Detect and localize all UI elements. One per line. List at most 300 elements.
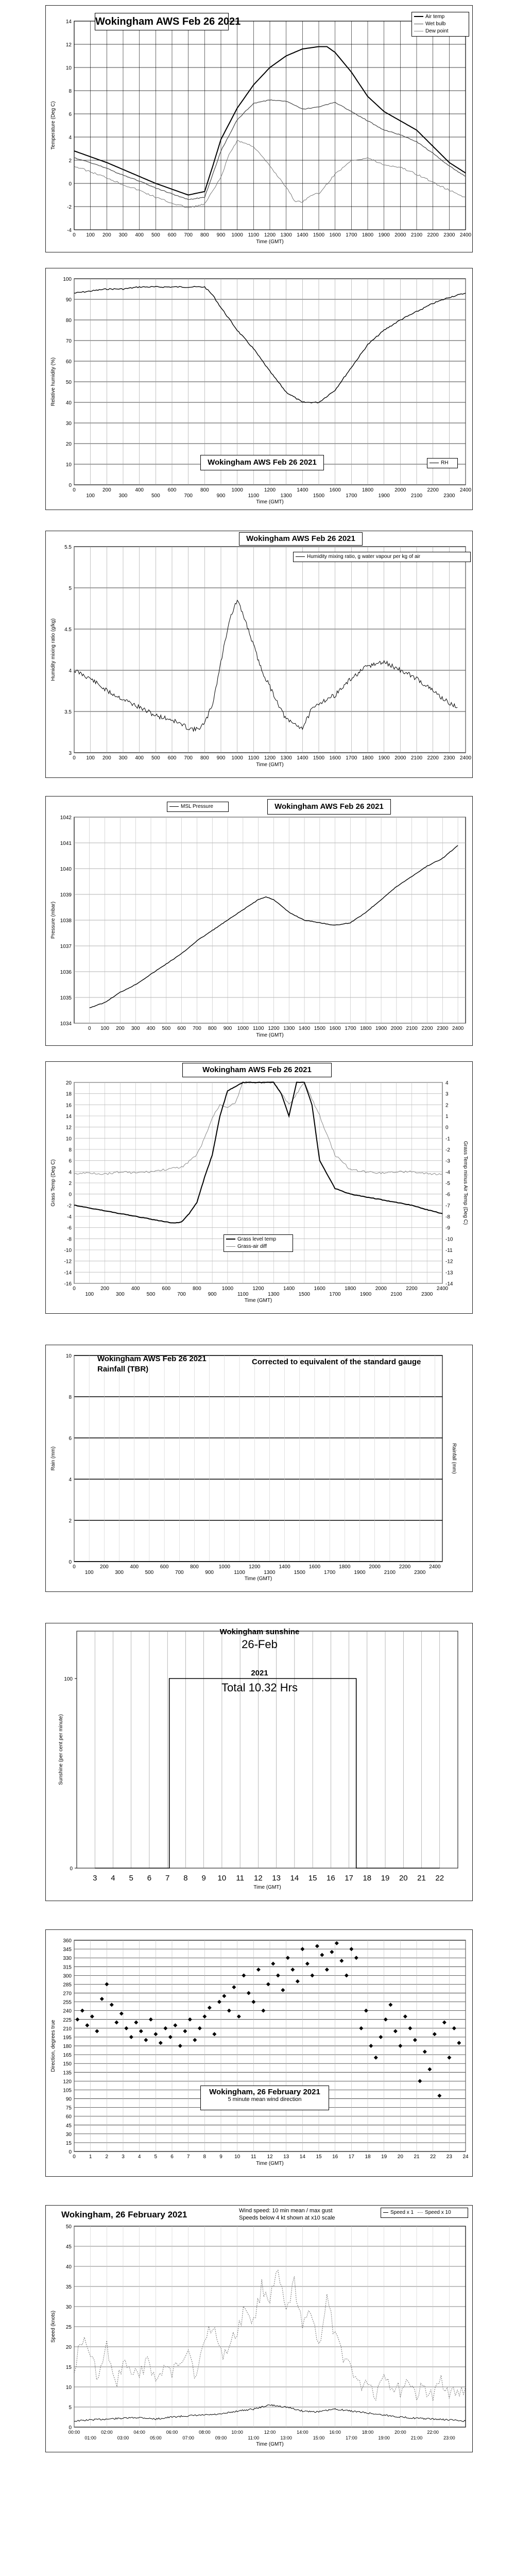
y-right-tick-label: -10 (445, 1236, 453, 1243)
x-tick-label: 0 (88, 1026, 91, 1031)
mixing-ratio-chart-title: Wokingham AWS Feb 26 2021 (239, 532, 363, 546)
x-tick-label: 400 (146, 1026, 156, 1031)
x-tick-label: 2400 (452, 1026, 464, 1031)
y-tick-label: 1042 (60, 815, 72, 821)
x-tick-label: 2200 (406, 1286, 418, 1292)
y-tick-label: 8 (68, 1147, 72, 1153)
y-tick-label: 10 (65, 1136, 72, 1142)
pressure-legend (167, 802, 229, 812)
y-tick-label: 285 (63, 1982, 72, 1988)
y-right-tick-label: -14 (445, 1281, 453, 1287)
x-axis-label: Time (GMT) (244, 1298, 272, 1303)
y-axis-label: Relative humidity (%) (50, 357, 56, 406)
wind-direction-chart-subtitle: 5 minute mean wind direction (228, 2096, 302, 2103)
temperature-chart-panel (45, 5, 473, 252)
x-tick-label: 2400 (459, 232, 472, 238)
x-tick-label: 300 (131, 1026, 140, 1031)
y-tick-label: 80 (65, 318, 72, 324)
y-tick-label: 2 (68, 158, 72, 164)
y-tick-label: 6 (68, 1158, 72, 1164)
x-tick-label: 800 (200, 755, 209, 761)
y-tick-label: 1037 (60, 944, 72, 950)
y-tick-label: 1040 (60, 867, 72, 872)
x-tick-label: 2300 (443, 493, 455, 499)
x-tick-label: 16 (326, 1874, 335, 1883)
sunshine-year: 2021 (251, 1669, 268, 1677)
x-tick-label: 1800 (362, 487, 374, 493)
x-tick-label: 16 (332, 2154, 338, 2160)
y-right-tick-label: -1 (445, 1136, 450, 1142)
rainfall-chart-title: Wokingham AWS Feb 26 2021 (97, 1354, 207, 1363)
x-tick-label: 1400 (283, 1286, 295, 1292)
y-tick-label: 6 (68, 1436, 72, 1442)
y-tick-label: 25 (65, 2325, 72, 2330)
y-right-tick-label: -9 (445, 1225, 450, 1231)
x-tick-label: 0 (73, 487, 76, 493)
x-tick-label: 1700 (346, 493, 357, 499)
x-tick-label: 100 (84, 1570, 94, 1575)
x-tick-label: 800 (190, 1564, 199, 1570)
y-tick-label: -4 (67, 228, 72, 233)
x-tick-label: 12 (267, 2154, 273, 2160)
x-tick-label: 1400 (297, 487, 308, 493)
y-right-tick-label: -4 (445, 1170, 450, 1176)
y-tick-label: 5.5 (64, 545, 72, 550)
y-tick-label: 0 (68, 2149, 72, 2155)
y-tick-label: 8 (68, 89, 72, 94)
x-tick-label: 09:00 (215, 2435, 227, 2441)
y-right-tick-label: -7 (445, 1203, 450, 1209)
x-tick-label: 10 (234, 2154, 241, 2160)
x-tick-label: 1400 (298, 1026, 311, 1031)
y-tick-label: 5 (68, 2405, 72, 2411)
x-tick-label: 700 (184, 493, 193, 499)
x-tick-label: 15 (308, 1874, 317, 1883)
y-tick-label: 2 (68, 1518, 72, 1524)
x-tick-label: 900 (216, 755, 226, 761)
x-tick-label: 2300 (443, 755, 455, 761)
x-tick-label: 2400 (459, 487, 472, 493)
y-tick-label: 6 (68, 112, 72, 117)
x-tick-label: 400 (135, 232, 144, 238)
x-tick-label: 00:00 (68, 2430, 80, 2435)
x-tick-label: 2200 (427, 755, 439, 761)
x-tick-label: 1300 (280, 232, 292, 238)
x-tick-label: 8 (183, 1874, 188, 1883)
x-tick-label: 1800 (345, 1286, 356, 1292)
y-tick-label: 0 (68, 1192, 72, 1198)
x-tick-label: 900 (223, 1026, 232, 1031)
x-tick-label: 200 (100, 1286, 109, 1292)
x-tick-label: 1100 (248, 232, 260, 238)
x-tick-label: 13 (272, 1874, 281, 1883)
y-tick-label: 3.5 (64, 709, 72, 715)
x-axis-label: Time (GMT) (256, 2442, 284, 2447)
x-tick-label: 15 (316, 2154, 322, 2160)
x-tick-label: 19:00 (378, 2435, 390, 2441)
x-tick-label: 1100 (248, 755, 260, 761)
grass-temp-legend (224, 1234, 293, 1252)
y-axis-label: Humidity mixing ratio (g/kg) (50, 618, 56, 681)
y-tick-label: 16 (65, 1103, 72, 1109)
x-tick-label: 12:00 (264, 2430, 276, 2435)
x-tick-label: 1200 (268, 1026, 280, 1031)
y-tick-label: 10 (65, 1353, 72, 1359)
x-tick-label: 1800 (360, 1026, 372, 1031)
y-tick-label: 20 (65, 442, 72, 447)
x-tick-label: 0 (73, 1286, 76, 1292)
x-tick-label: 600 (167, 487, 177, 493)
x-tick-label: 2200 (421, 1026, 433, 1031)
y-tick-label: 135 (63, 2070, 72, 2076)
x-tick-label: 5 (129, 1874, 133, 1883)
y-tick-label: 315 (63, 1964, 72, 1971)
x-tick-label: 100 (100, 1026, 109, 1031)
legend-speed-x10: Speed x 10 (418, 2209, 451, 2216)
x-tick-label: 2000 (369, 1564, 381, 1570)
x-tick-label: 600 (167, 755, 177, 761)
legend-grass-air-diff: Grass-air diff (226, 1243, 290, 1250)
x-tick-label: 1200 (252, 1286, 264, 1292)
grass-temp-chart (46, 1062, 473, 1314)
x-tick-label: 1000 (231, 487, 243, 493)
wind-direction-title-box (200, 2086, 329, 2110)
x-tick-label: 2100 (410, 232, 423, 238)
x-tick-label: 2000 (394, 487, 406, 493)
y-tick-label: 4 (68, 668, 72, 674)
y-right-axis-label: Rainfall (mm) (451, 1443, 457, 1474)
x-tick-label: 14:00 (297, 2430, 308, 2435)
x-tick-label: 500 (151, 755, 160, 761)
x-tick-label: 900 (216, 232, 226, 238)
x-tick-label: 19 (381, 1874, 390, 1883)
plot-area (74, 1355, 442, 1562)
x-tick-label: 7 (186, 2154, 190, 2160)
y-right-axis-label: Grass Temp minus Air Temp (Deg C) (462, 1141, 468, 1225)
y-right-tick-label: -6 (445, 1192, 450, 1198)
grass-temp-chart-title: Wokingham AWS Feb 26 2021 (182, 1063, 332, 1077)
x-tick-label: 700 (177, 1292, 186, 1297)
wind-speed-note: Speeds below 4 kt shown at x10 scale (239, 2215, 335, 2221)
x-axis-label: Time (GMT) (256, 762, 284, 768)
x-tick-label: 1600 (329, 232, 341, 238)
y-tick-label: -10 (64, 1248, 72, 1253)
y-tick-label: 45 (65, 2123, 72, 2129)
x-tick-label: 11 (236, 1874, 244, 1883)
x-tick-label: 1600 (329, 487, 341, 493)
wind-speed-legend (381, 2208, 468, 2218)
y-tick-label: 30 (65, 2131, 72, 2138)
legend-grass-level-temp: Grass level temp (226, 1236, 290, 1243)
x-tick-label: 23:00 (443, 2435, 455, 2441)
x-tick-label: 1100 (237, 1292, 249, 1297)
x-tick-label: 700 (184, 232, 193, 238)
x-tick-label: 2300 (437, 1026, 449, 1031)
x-tick-label: 22:00 (427, 2430, 439, 2435)
y-tick-label: 60 (65, 2114, 72, 2120)
x-tick-label: 1100 (248, 493, 260, 499)
x-axis-label: Time (GMT) (256, 2161, 284, 2166)
y-tick-label: 0 (68, 1560, 72, 1565)
x-tick-label: 7 (165, 1874, 170, 1883)
y-tick-label: 195 (63, 2035, 72, 2041)
x-tick-label: 24 (462, 2154, 469, 2160)
x-tick-label: 08:00 (199, 2430, 211, 2435)
x-tick-label: 1600 (314, 1286, 325, 1292)
x-tick-label: 300 (115, 1570, 124, 1575)
x-tick-label: 100 (86, 232, 95, 238)
legend-rh: RH (430, 460, 455, 467)
x-tick-label: 1000 (231, 232, 243, 238)
x-tick-label: 10:00 (231, 2430, 243, 2435)
x-tick-label: 1700 (346, 232, 357, 238)
x-tick-label: 500 (162, 1026, 171, 1031)
y-tick-label: 1039 (60, 892, 72, 898)
x-tick-label: 700 (193, 1026, 201, 1031)
x-tick-label: 2400 (459, 755, 472, 761)
y-axis-label: Speed (knots) (50, 2310, 56, 2343)
rainfall-chart-subtitle: Rainfall (TBR) (97, 1365, 149, 1374)
y-right-tick-label: 3 (445, 1091, 449, 1097)
x-tick-label: 1200 (264, 487, 276, 493)
x-tick-label: 2100 (406, 1026, 418, 1031)
x-tick-label: 13 (283, 2154, 289, 2160)
temperature-chart (46, 6, 473, 253)
x-tick-label: 1000 (231, 755, 243, 761)
x-tick-label: 1400 (297, 755, 308, 761)
temperature-legend (411, 12, 469, 37)
x-tick-label: 200 (102, 232, 111, 238)
x-tick-label: 1000 (237, 1026, 249, 1031)
y-tick-label: 40 (65, 400, 72, 406)
x-tick-label: 8 (203, 2154, 207, 2160)
y-tick-label: 1038 (60, 918, 72, 924)
y-tick-label: 5 (68, 586, 72, 591)
humidity-legend (427, 458, 458, 468)
x-tick-label: 400 (135, 487, 144, 493)
x-tick-label: 05:00 (150, 2435, 162, 2441)
y-tick-label: 120 (63, 2079, 72, 2085)
y-tick-label: 75 (65, 2105, 72, 2111)
x-tick-label: 300 (118, 232, 128, 238)
y-axis-label: Sunshine (per cent per minute) (58, 1714, 64, 1785)
y-tick-label: 225 (63, 2017, 72, 2023)
x-tick-label: 800 (200, 232, 209, 238)
sunshine-chart-title: Wokingham sunshine (219, 1628, 300, 1636)
humidity-chart (46, 268, 473, 511)
x-tick-label: 1800 (362, 755, 374, 761)
x-tick-label: 2300 (421, 1292, 433, 1297)
x-tick-label: 700 (184, 755, 193, 761)
pressure-chart-panel (45, 796, 473, 1046)
humidity-chart-panel (45, 268, 473, 510)
x-tick-label: 400 (131, 1286, 140, 1292)
x-tick-label: 1900 (378, 232, 390, 238)
y-tick-label: 4.5 (64, 627, 72, 633)
x-tick-label: 800 (208, 1026, 217, 1031)
y-tick-label: 18 (65, 1091, 72, 1097)
x-tick-label: 19 (381, 2154, 387, 2160)
y-tick-label: -2 (67, 205, 72, 210)
rainfall-correction-note: Corrected to equivalent of the standard gauge (252, 1358, 421, 1366)
x-tick-label: 1500 (313, 232, 325, 238)
y-tick-label: 3 (68, 751, 72, 756)
x-tick-label: 0 (73, 1564, 76, 1570)
x-tick-label: 1200 (264, 755, 276, 761)
x-tick-label: 600 (160, 1564, 169, 1570)
grass-temp-chart-panel (45, 1061, 473, 1314)
x-tick-label: 2000 (394, 232, 406, 238)
y-tick-label: 300 (63, 1973, 72, 1979)
x-tick-label: 600 (162, 1286, 171, 1292)
y-tick-label: 30 (65, 2304, 72, 2310)
x-tick-label: 2100 (390, 1292, 402, 1297)
x-tick-label: 1900 (354, 1570, 366, 1575)
x-tick-label: 17 (348, 2154, 354, 2160)
x-tick-label: 400 (130, 1564, 139, 1570)
y-tick-label: 240 (63, 2008, 72, 2014)
x-tick-label: 1800 (362, 232, 374, 238)
x-tick-label: 100 (85, 1292, 94, 1297)
x-tick-label: 1700 (329, 1292, 341, 1297)
x-tick-label: 1400 (297, 232, 308, 238)
y-tick-label: 150 (63, 2061, 72, 2067)
x-tick-label: 12 (254, 1874, 263, 1883)
mixing-ratio-legend (293, 552, 471, 562)
x-tick-label: 2400 (429, 1564, 441, 1570)
y-tick-label: 50 (65, 2224, 72, 2230)
y-tick-label: 330 (63, 1956, 72, 1962)
sunshine-date: 26-Feb (242, 1638, 278, 1651)
wind-speed-chart-title: Wokingham, 26 February 2021 (61, 2210, 187, 2219)
y-tick-label: 20 (65, 2345, 72, 2350)
y-tick-label: 165 (63, 2053, 72, 2059)
x-tick-label: 1700 (346, 755, 357, 761)
x-tick-label: 1900 (375, 1026, 387, 1031)
y-tick-label: -12 (64, 1259, 72, 1265)
x-tick-label: 500 (151, 232, 160, 238)
x-tick-label: 22 (430, 2154, 436, 2160)
x-axis-label: Time (GMT) (253, 1885, 281, 1890)
x-tick-label: 11 (251, 2154, 256, 2160)
y-right-tick-label: -5 (445, 1181, 450, 1187)
x-tick-label: 1200 (249, 1564, 261, 1570)
x-tick-label: 3 (122, 2154, 125, 2160)
x-tick-label: 100 (86, 493, 95, 499)
x-tick-label: 2000 (390, 1026, 403, 1031)
x-tick-label: 0 (73, 232, 76, 238)
legend-speed-x1: Speed x 1 (383, 2209, 414, 2216)
y-tick-label: 45 (65, 2244, 72, 2250)
x-tick-label: 1100 (234, 1570, 245, 1575)
x-tick-label: 800 (192, 1286, 201, 1292)
x-tick-label: 2200 (427, 487, 439, 493)
y-tick-label: 12 (65, 42, 72, 48)
y-right-tick-label: -13 (445, 1270, 453, 1276)
x-tick-label: 2 (105, 2154, 109, 2160)
y-tick-label: 10 (65, 65, 72, 71)
y-tick-label: 360 (63, 1938, 72, 1944)
y-right-tick-label: -8 (445, 1214, 450, 1220)
x-tick-label: 21 (417, 1874, 426, 1883)
y-tick-label: 90 (65, 297, 72, 303)
y-tick-label: -4 (67, 1214, 72, 1220)
x-tick-label: 1500 (298, 1292, 310, 1297)
x-tick-label: 14 (299, 2154, 305, 2160)
x-tick-label: 1500 (313, 755, 325, 761)
y-tick-label: 14 (65, 1114, 72, 1120)
y-tick-label: 1036 (60, 970, 72, 975)
x-tick-label: 2000 (375, 1286, 387, 1292)
y-tick-label: 180 (63, 2044, 72, 2049)
x-tick-label: 0 (73, 755, 76, 761)
x-tick-label: 4 (138, 2154, 141, 2160)
x-tick-label: 1600 (308, 1564, 321, 1570)
x-tick-label: 14 (290, 1874, 299, 1883)
x-axis-label: Time (GMT) (256, 239, 284, 245)
x-tick-label: 200 (102, 755, 111, 761)
y-tick-label: 4 (68, 135, 72, 141)
x-tick-label: 1000 (221, 1286, 234, 1292)
x-tick-label: 1700 (323, 1570, 336, 1575)
x-tick-label: 2200 (399, 1564, 411, 1570)
x-tick-label: 22 (435, 1874, 444, 1883)
x-tick-label: 13:00 (280, 2435, 292, 2441)
x-tick-label: 1800 (339, 1564, 351, 1570)
y-tick-label: 2 (68, 1181, 72, 1187)
y-tick-label: 20 (65, 1080, 72, 1086)
x-tick-label: 4 (111, 1874, 115, 1883)
y-tick-label: 14 (65, 19, 72, 25)
x-tick-label: 500 (146, 1292, 156, 1297)
y-tick-label: 10 (65, 462, 72, 468)
y-tick-label: 40 (65, 2264, 72, 2270)
x-tick-label: 1500 (314, 1026, 325, 1031)
y-tick-label: -8 (67, 1236, 72, 1243)
x-tick-label: 2300 (414, 1570, 426, 1575)
x-tick-label: 11:00 (248, 2435, 260, 2441)
x-tick-label: 1 (89, 2154, 92, 2160)
x-tick-label: 300 (118, 755, 128, 761)
y-tick-label: 105 (63, 2088, 72, 2094)
x-tick-label: 800 (200, 487, 209, 493)
pressure-chart-title: Wokingham AWS Feb 26 2021 (267, 799, 391, 815)
x-tick-label: 0 (73, 2154, 76, 2160)
y-tick-label: 15 (65, 2140, 72, 2146)
temperature-chart-title: Wokingham AWS Feb 26 2021 (95, 13, 229, 30)
x-tick-label: 1900 (378, 755, 390, 761)
x-tick-label: 2400 (436, 1286, 449, 1292)
y-tick-label: 35 (65, 2284, 72, 2290)
x-tick-label: 1300 (268, 1292, 280, 1297)
x-tick-label: 700 (175, 1570, 184, 1575)
y-axis-label: Rain (mm) (50, 1446, 56, 1471)
wind-speed-chart-subtitle: Wind speed: 10 min mean / max gust (239, 2208, 333, 2214)
y-right-tick-label: 0 (445, 1125, 449, 1131)
wind-direction-chart-panel (45, 1929, 473, 2177)
x-tick-label: 2300 (443, 232, 455, 238)
x-tick-label: 01:00 (84, 2435, 96, 2441)
y-tick-label: 90 (65, 2096, 72, 2103)
x-tick-label: 9 (201, 1874, 206, 1883)
wind-speed-chart-panel (45, 2205, 473, 2452)
y-tick-label: 100 (64, 1676, 73, 1682)
y-right-tick-label: 1 (445, 1114, 449, 1120)
x-tick-label: 1100 (252, 1026, 264, 1031)
y-tick-label: 0 (70, 1866, 73, 1872)
legend-msl-pressure: MSL Pressure (169, 803, 226, 810)
x-tick-label: 2000 (394, 755, 406, 761)
